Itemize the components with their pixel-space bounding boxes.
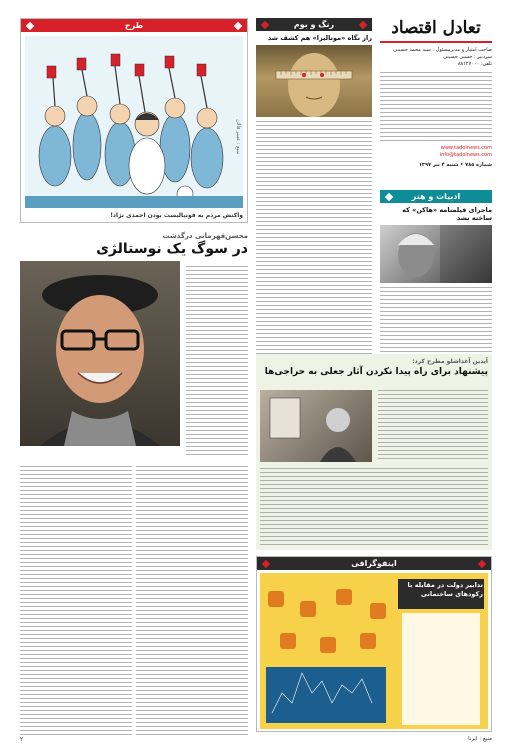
feature-body-left (20, 466, 132, 736)
proposal-headline: پیشنهاد برای راه پیدا نکردن آثار جعلی به حراجی‌ها (264, 367, 488, 377)
infographic-section-bar (257, 557, 491, 570)
literature-panel (380, 190, 492, 348)
feature-kicker: محسن‌قهرمانی درگذشت (162, 232, 248, 240)
mona-lisa-image (256, 45, 372, 117)
cartoon-caption: واکنش مردم به فوتبالیست بودن احمدی نژاد! (110, 212, 243, 219)
literature-headline: ماجرای فیلمنامه «هاکن» که ساخته نشد (402, 206, 492, 222)
feature-portrait (20, 261, 180, 446)
infographic-heading: تدابیر دولت در مقابله با رکودهای ساختمانی (407, 581, 483, 598)
masthead-line-3: تلفن: ۸۸۱۲۷۰۰۰ (457, 61, 492, 67)
masthead-details (380, 72, 492, 142)
masthead-line-2: سردبیر : حسین حسینی (443, 54, 492, 60)
literature-section-title: ادبیات و هنر (411, 192, 461, 201)
literature-photo (380, 225, 492, 283)
cartoon-section-bar (21, 19, 247, 32)
proposal-kicker: آیدین آغداشلو مطرح کرد: (412, 358, 488, 365)
masthead-line-1: صاحب امتیاز و مدیرمسئول : سید محمد حسینی (393, 47, 492, 53)
masthead-website[interactable]: www.tadolnews.com (440, 145, 492, 151)
proposal-body-top (378, 390, 488, 462)
art-panel (256, 18, 372, 348)
feature-headline: در سوگ یک نوستالژی (96, 241, 248, 257)
proposal-panel (256, 354, 492, 550)
art-section-title: رنگ و بوم (293, 20, 335, 29)
page-number: ۲ (20, 736, 24, 743)
masthead-email[interactable]: info@tadolnews.com (439, 152, 492, 158)
art-body-text (256, 121, 372, 361)
proposal-body-bottom (260, 468, 488, 546)
masthead-logo: تعادل اقتصاد (380, 18, 492, 43)
art-headline: راز نگاه «مونالیزا» هم کشف شد (267, 34, 372, 42)
cartoon-section-title: طرح (124, 21, 144, 30)
infographic-source: منبع : ایرنا (468, 736, 492, 742)
cartoon-artist: منبع : عسر قالان (235, 119, 241, 155)
cartoon-image (25, 36, 243, 208)
literature-body-text (380, 287, 492, 355)
feature-sidebar-text (186, 266, 248, 456)
literature-section-bar (380, 190, 492, 203)
masthead-issue: شماره ۷۸۵ • شنبه ۴ تیر ۱۳۹۷ (418, 162, 492, 168)
masthead-panel (380, 18, 492, 186)
infographic-section-title: اینفوگرافی (351, 559, 397, 568)
feature-body-right (136, 466, 248, 736)
infographic-panel (256, 556, 492, 732)
proposal-photo (260, 390, 372, 462)
art-section-bar (256, 18, 372, 31)
cartoon-panel (20, 18, 248, 223)
feature-panel (20, 230, 248, 740)
